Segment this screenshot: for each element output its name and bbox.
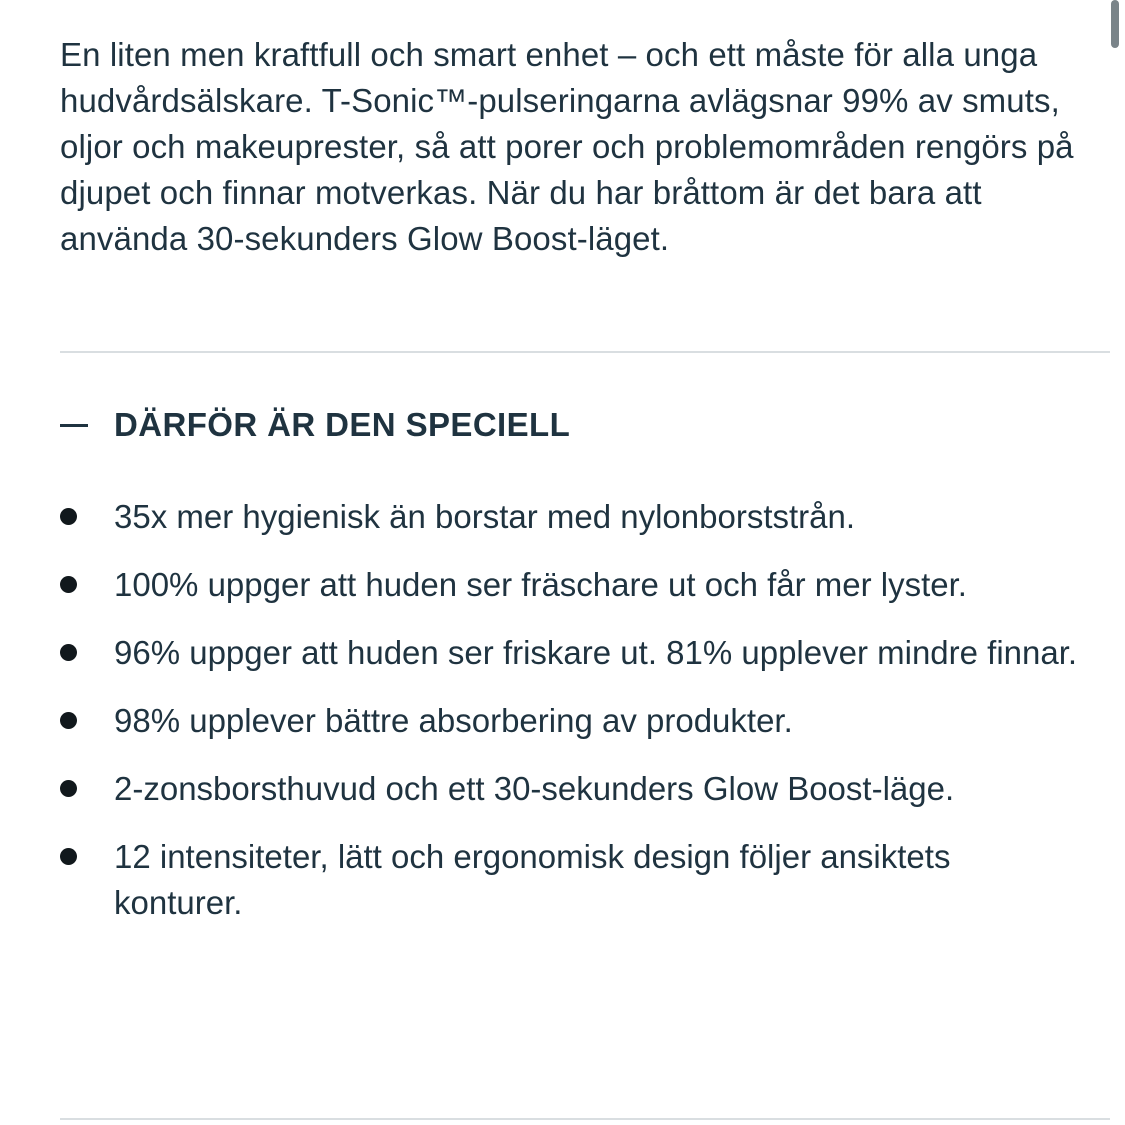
bullet-icon (60, 848, 77, 865)
section-toggle[interactable] (60, 402, 570, 448)
list-item-text: 100% uppger att huden ser fräschare ut och får mer lyster. (114, 566, 967, 603)
list-item-text: 2-zonsborsthuvud och ett 30-sekunders Glow Boost-läge. (114, 770, 955, 807)
bullet-icon (60, 508, 77, 525)
list-item-text: 96% uppger att huden ser friskare ut. 81% upplever mindre finnar. (114, 634, 1078, 671)
divider (60, 351, 1110, 353)
minus-icon[interactable] (60, 424, 88, 427)
feature-list (60, 494, 1080, 948)
list-item (60, 630, 1080, 676)
list-item (60, 698, 1080, 744)
list-item (60, 766, 1080, 812)
bullet-icon (60, 712, 77, 729)
bullet-icon (60, 576, 77, 593)
scrollbar-thumb[interactable] (1111, 0, 1119, 48)
list-item (60, 562, 1080, 608)
list-item-text: 98% upplever bättre absorbering av produkter. (114, 702, 793, 739)
bullet-icon (60, 644, 77, 661)
list-item-text: 12 intensiteter, lätt och ergonomisk design följer ansiktets konturer. (114, 838, 951, 921)
section-title: DÄRFÖR ÄR DEN SPECIELL (114, 406, 571, 443)
product-description: En liten men kraftfull och smart enhet – och ett måste för alla unga hudvårdsälskare. T-Sonic™-pulseringarna avlägsnar 99% av smuts, oljor och makeuprester, så att porer och problemområden rengörs på djupet och finnar motverkas. När du har bråttom är det bara att använda 30-sekunders Glow Boost-läget. (60, 36, 1074, 257)
divider (60, 1118, 1110, 1120)
bullet-icon (60, 780, 77, 797)
list-item (60, 494, 1080, 540)
list-item-text: 35x mer hygienisk än borstar med nylonborststrån. (114, 498, 856, 535)
list-item (60, 834, 1080, 926)
